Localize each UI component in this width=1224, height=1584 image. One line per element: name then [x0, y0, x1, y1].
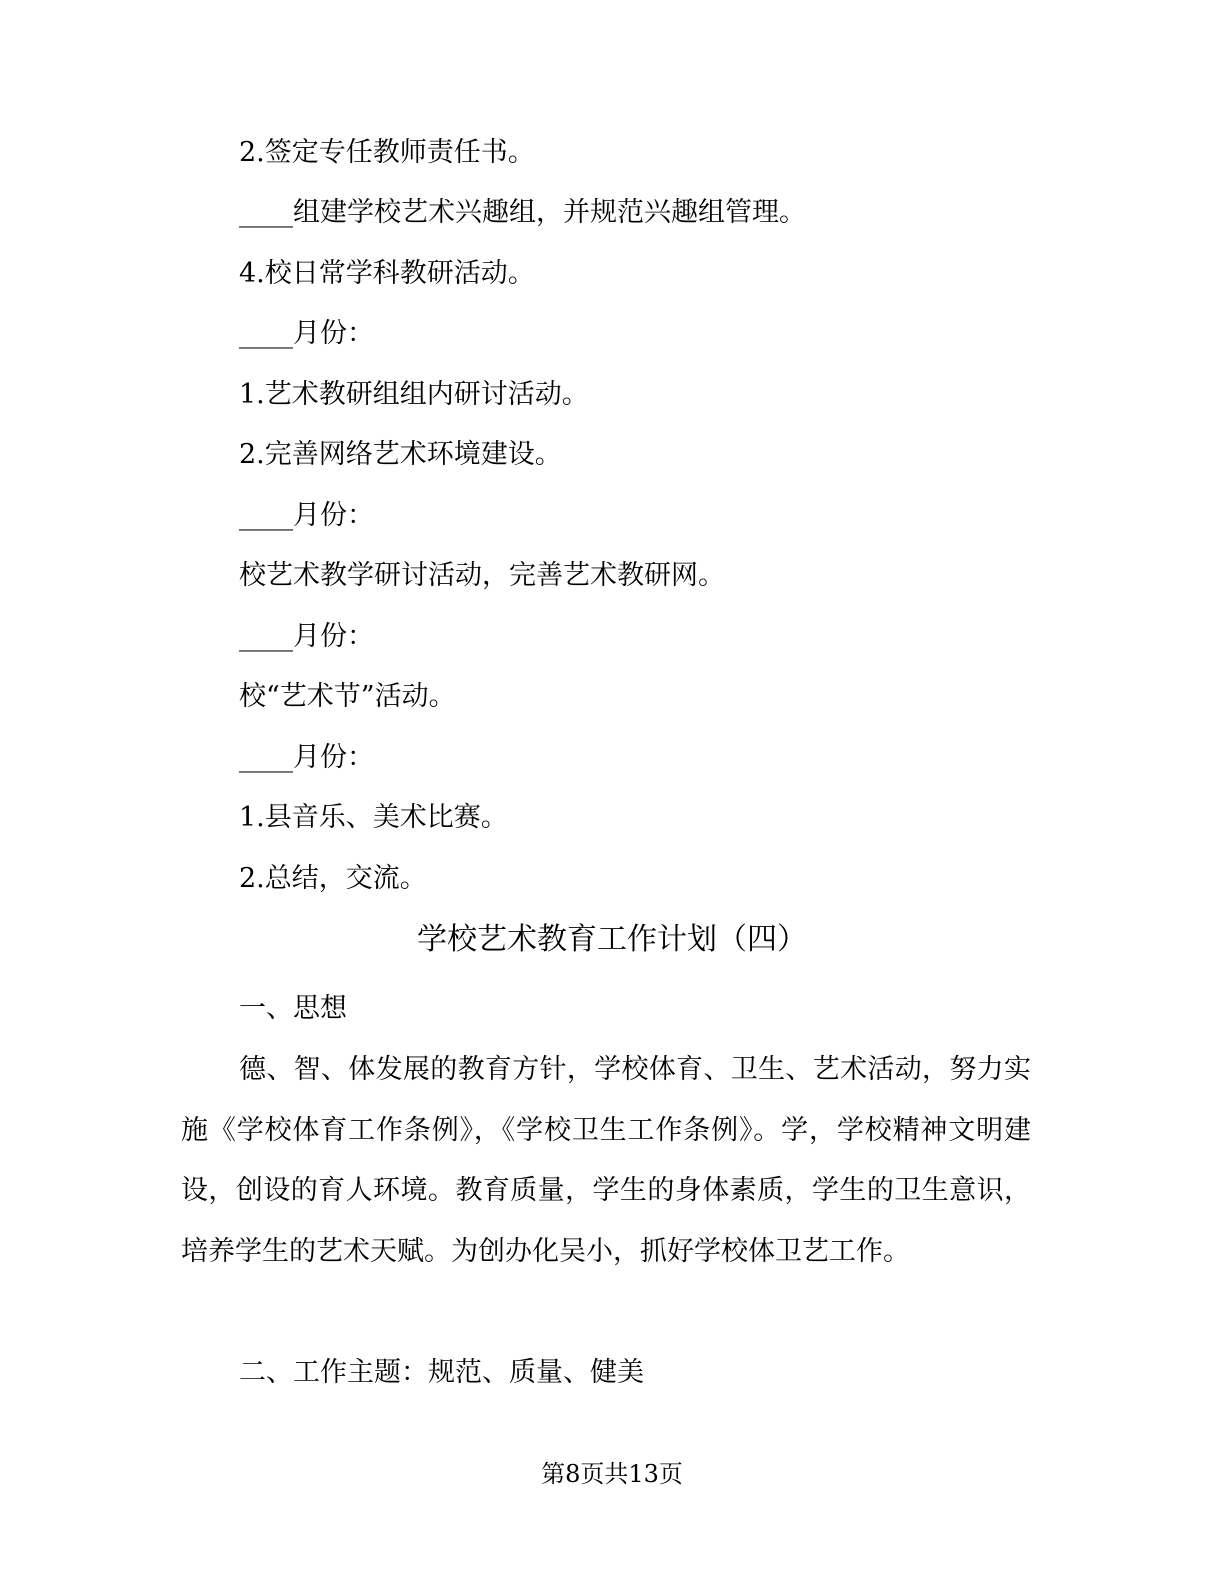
- list-item: 1.县音乐、美术比赛。: [239, 802, 508, 833]
- list-item: 2.签定专任教师责任书。: [239, 137, 535, 168]
- list-item: 校艺术教学研讨活动，完善艺术教研网。: [239, 560, 725, 591]
- month-heading: ____月份：: [239, 318, 374, 349]
- list-item: 校“艺术节”活动。: [239, 681, 456, 712]
- month-heading: ____月份：: [239, 500, 374, 531]
- list-item: ____组建学校艺术兴趣组，并规范兴趣组管理。: [239, 197, 806, 228]
- section-heading: 一、思想: [239, 993, 347, 1024]
- body-paragraph: 德、智、体发展的教育方针，学校体育、卫生、艺术活动，努力实施《学校体育工作条例》，《学校卫生工作条例》。学，学校精神文明建设，创设的育人环境。教育质量，学生的身体素质，学生的卫生意识，培养学生的艺术天赋。为创办化吴小，抓好学校体卫艺工作。: [181, 1054, 1031, 1267]
- section-title: 学校艺术教育工作计划（四）: [417, 922, 807, 957]
- page-footer: 第8页共13页: [541, 1460, 683, 1488]
- list-item: 1.艺术教研组组内研讨活动。: [239, 379, 589, 410]
- list-item: 2.总结，交流。: [239, 863, 427, 894]
- month-heading: ____月份：: [239, 742, 374, 773]
- list-item: 4.校日常学科教研活动。: [239, 258, 535, 289]
- month-heading: ____月份：: [239, 621, 374, 652]
- list-item: 2.完善网络艺术环境建设。: [239, 439, 562, 470]
- section-heading: 二、工作主题：规范、质量、健美: [239, 1357, 644, 1388]
